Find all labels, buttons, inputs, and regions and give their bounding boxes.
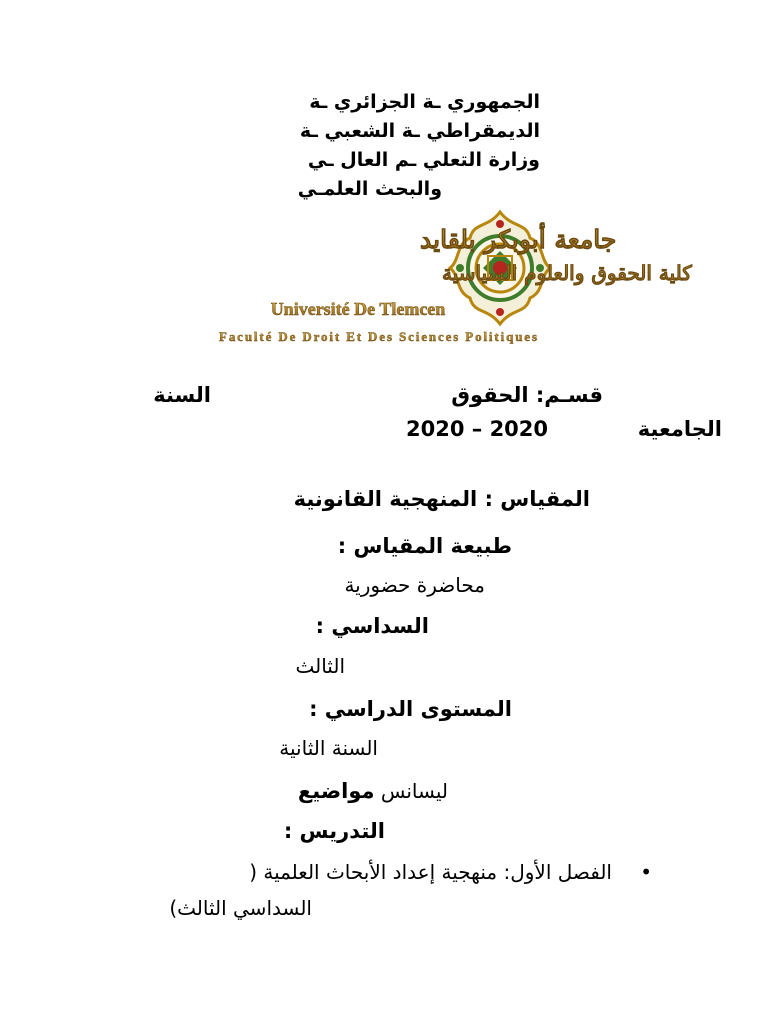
logo-french-line-2: Faculté De Droit Et Des Sciences Politiques [219,329,537,344]
level-label: المستوى الدراسي : [309,697,512,721]
header-line-1: الجمهوري ـة الجزائري ـة [309,91,540,113]
year-value: 2020 – 2020 [406,417,549,441]
university-logo [214,210,692,352]
module-label: المقياس : المنهجية القانونية [293,487,590,511]
semester-value: الثالث [295,654,345,678]
topics-label-part2: التدريس : [283,819,385,843]
logo-french-line-1: Université De Tlemcen [270,299,446,319]
header-line-2: الديمقراطي ـة الشعبي ـة [299,120,540,142]
semester-label: السداسي : [315,614,429,638]
license-text: ليسانس [380,779,448,803]
logo-arabic-line-1: جامعة أبوبكر بلقايد [420,225,617,254]
nature-label: طبيعة المقياس : [337,534,512,558]
year-label-part1: السنة [153,383,211,407]
level-value: السنة الثانية [279,736,378,760]
topic-1-line-2: السداسي الثالث) [169,896,312,920]
topics-label-part1: مواضيع [297,779,375,803]
header-line-3: وزارة التعلي ـم العال ـي [307,149,540,171]
license-topics-line [298,779,448,803]
logo-arabic-line-2: كلية الحقوق والعلوم السياسية [442,261,692,285]
header-line-4: والبحث العلمـي [297,178,442,200]
topic-bullet: • [640,860,652,884]
nature-value: محاضرة حضورية [344,573,485,597]
year-label-part2: الجامعية [637,417,722,441]
department-label: قسـم: الحقوق [451,383,603,407]
topic-1-line-1: الفصل الأول: منهجية إعداد الأبحاث العلمية ( [249,860,612,884]
